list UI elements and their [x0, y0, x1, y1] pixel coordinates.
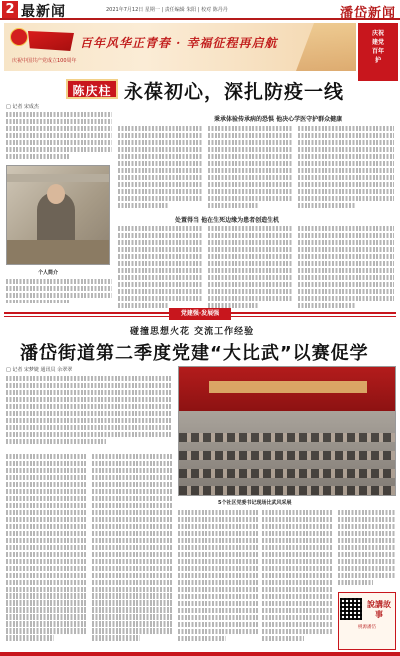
article1-body-col3 [208, 124, 292, 212]
article2-body-col3 [178, 508, 258, 648]
article1-subhead-2: 处置得当 他在生死边缘为患者创造生机 [175, 217, 280, 224]
article1-body-col5 [118, 224, 202, 308]
newspaper-brand: 潘岱新闻 [339, 6, 396, 21]
article1-body-col2 [118, 124, 202, 212]
section-name: 最新闻 [21, 4, 66, 20]
meeting-photo [178, 366, 396, 496]
issue-meta: 2021年7月12日 星期一 | 责任编辑 朱阳 | 校对 陈丹丹 [106, 7, 228, 13]
sidebar-column-tag [358, 23, 398, 81]
sidebar-line: 百年 [371, 48, 384, 55]
article1-body-col6 [208, 224, 292, 308]
article2-kicker: 党建强·发展强 [169, 308, 231, 320]
centenary-banner [4, 23, 356, 71]
great-wall-decoration [296, 23, 356, 71]
article1-headline: 永葆初心，深扎防疫一线 [124, 81, 345, 103]
article1-byline: □ 记者 宋成杰 [6, 104, 39, 110]
article1-body-col1 [6, 110, 112, 162]
article1-body-col7 [298, 224, 394, 308]
footer-rule [0, 652, 400, 656]
masthead [0, 0, 400, 20]
red-flag-icon [28, 31, 74, 51]
banner-slogan: 百年风华正青春 · 幸福征程再启航 [80, 36, 278, 50]
qr-code-icon[interactable] [340, 598, 362, 620]
article1-subhead: 秉承体验传承病的恐惧 他决心学医守护群众健康 [214, 116, 343, 123]
banner-subline: 庆祝中国共产党成立100周年 [12, 58, 77, 64]
profile-caption-text [6, 277, 112, 303]
article2-subhead: 碰撞思想火花 交流工作经验 [130, 327, 255, 337]
article2-lead [6, 374, 172, 446]
article2-body-col1 [6, 452, 86, 648]
article2-body-col2 [92, 452, 172, 648]
article2-headline: 潘岱街道第二季度党建“大比武”以赛促学 [20, 343, 369, 364]
page-number: 2 [2, 1, 18, 18]
promo-subtitle: 桃源潘岱 [358, 625, 376, 630]
profile-name-tag: 陈庆柱 [66, 79, 118, 99]
meeting-photo-caption: 5个社区党委书记现场比武风采展 [218, 500, 292, 506]
promo-title: 說講故事 [367, 600, 391, 619]
sidebar-line: 庆祝 [371, 30, 384, 37]
article1-body-col4 [298, 124, 394, 212]
article2-byline: □ 记者 宋梦婕 通讯员 余翠翠 [6, 367, 73, 373]
party-emblem-icon [10, 28, 28, 46]
article2-body-col5 [338, 508, 396, 588]
portrait-photo [6, 165, 110, 265]
article2-body-col4 [262, 508, 332, 648]
sidebar-line: 护 [374, 57, 381, 64]
sidebar-line: 建党 [371, 39, 384, 46]
profile-caption-title: 个人简介 [38, 270, 59, 276]
